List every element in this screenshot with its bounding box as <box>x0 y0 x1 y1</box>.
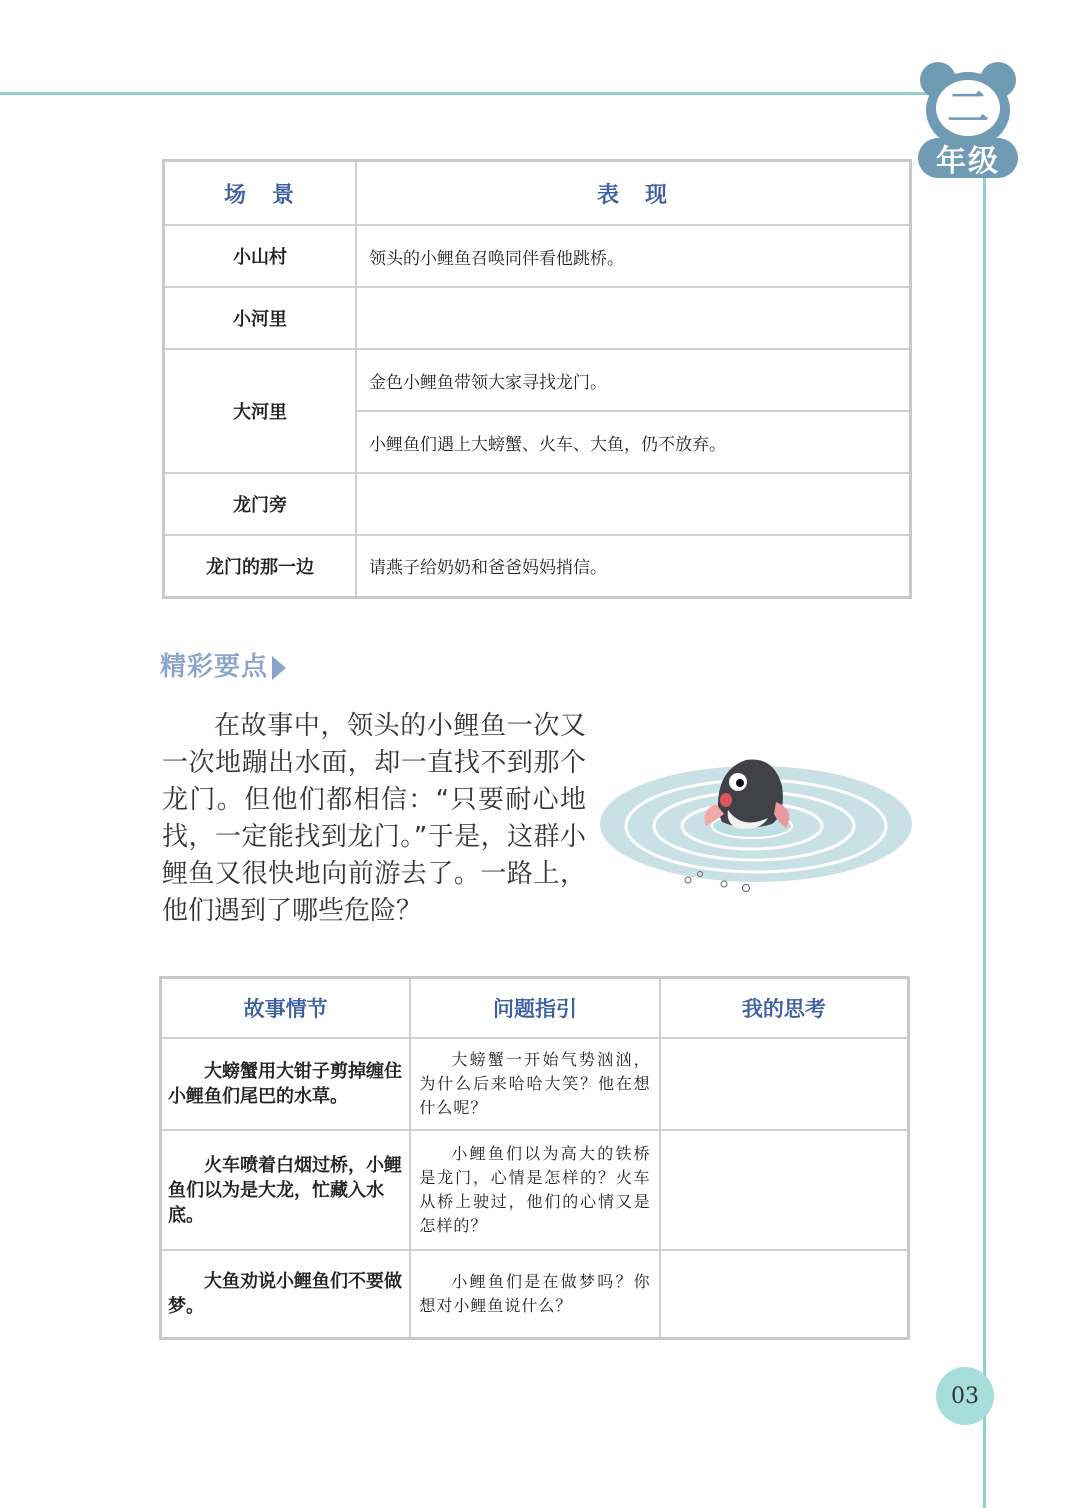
performance-cell: 金色小鲤鱼带领大家寻找龙门。 <box>356 349 911 411</box>
badge-grade-digit: 二 <box>936 80 1000 136</box>
table-row <box>161 1250 909 1338</box>
plot-cell: 大螃蟹用大钳子剪掉缠住小鲤鱼们尾巴的水草。 <box>161 1038 411 1130</box>
guide-cell: 小鲤鱼们是在做梦吗？你想对小鲤鱼说什么？ <box>410 1250 659 1338</box>
scene-cell: 龙门旁 <box>164 473 357 535</box>
story-paragraph: 在故事中，领头的小鲤鱼一次又一次地蹦出水面，却一直找不到那个龙门。但他们都相信：“只要耐心地找，一定能找到龙门。”于是，这群小鲤鱼又很快地向前游去了。一路上，他们遇到了哪些危险？ <box>162 711 586 926</box>
plot-table-header <box>161 978 909 1039</box>
guide-cell: 小鲤鱼们以为高大的铁桥是龙门，心情是怎样的？火车从桥上驶过，他们的心情又是怎样的？ <box>410 1130 659 1250</box>
table-row <box>164 287 911 349</box>
carp-in-ripples-illustration <box>596 742 916 892</box>
table-row <box>164 535 911 597</box>
badge-grade-label: 年级 <box>918 138 1018 178</box>
performance-cell[interactable] <box>356 473 911 535</box>
table-row <box>161 1130 909 1250</box>
table-row <box>161 1038 909 1130</box>
performance-cell[interactable] <box>356 287 911 349</box>
my-thought-cell[interactable] <box>660 1130 909 1250</box>
grade-badge <box>914 62 1022 180</box>
section-title-text: 精彩要点 <box>160 652 269 682</box>
scene-cell: 小山村 <box>164 225 357 287</box>
performance-cell: 请燕子给奶奶和爸爸妈妈捎信。 <box>356 535 911 597</box>
scene-cell: 小河里 <box>164 287 357 349</box>
table-row <box>164 473 911 535</box>
table-row <box>164 349 911 411</box>
header-performance: 表 现 <box>356 161 911 226</box>
header-guide: 问题指引 <box>410 978 659 1039</box>
page-number: 03 <box>936 1367 994 1425</box>
top-divider-line <box>0 92 930 95</box>
scene-table <box>162 159 912 599</box>
scene-cell: 大河里 <box>164 349 357 473</box>
scene-table-header <box>164 161 911 226</box>
scene-cell: 龙门的那一边 <box>164 535 357 597</box>
header-plot: 故事情节 <box>161 978 411 1039</box>
plot-question-table <box>159 976 910 1340</box>
my-thought-cell[interactable] <box>660 1250 909 1338</box>
table-row <box>164 225 911 287</box>
header-my-thoughts: 我的思考 <box>660 978 909 1039</box>
plot-cell: 火车喷着白烟过桥，小鲤鱼们以为是大龙，忙藏入水底。 <box>161 1130 411 1250</box>
performance-cell: 小鲤鱼们遇上大螃蟹、火车、大鱼，仍不放弃。 <box>356 411 911 473</box>
side-divider-line <box>983 150 986 1508</box>
section-title <box>160 646 286 683</box>
plot-cell: 大鱼劝说小鲤鱼们不要做梦。 <box>161 1250 411 1338</box>
header-scene: 场 景 <box>164 161 357 226</box>
my-thought-cell[interactable] <box>660 1038 909 1130</box>
guide-cell: 大螃蟹一开始气势汹汹，为什么后来哈哈大笑？他在想什么呢？ <box>410 1038 659 1130</box>
performance-cell: 领头的小鲤鱼召唤同伴看他跳桥。 <box>356 225 911 287</box>
triangle-arrow-icon <box>272 656 286 680</box>
